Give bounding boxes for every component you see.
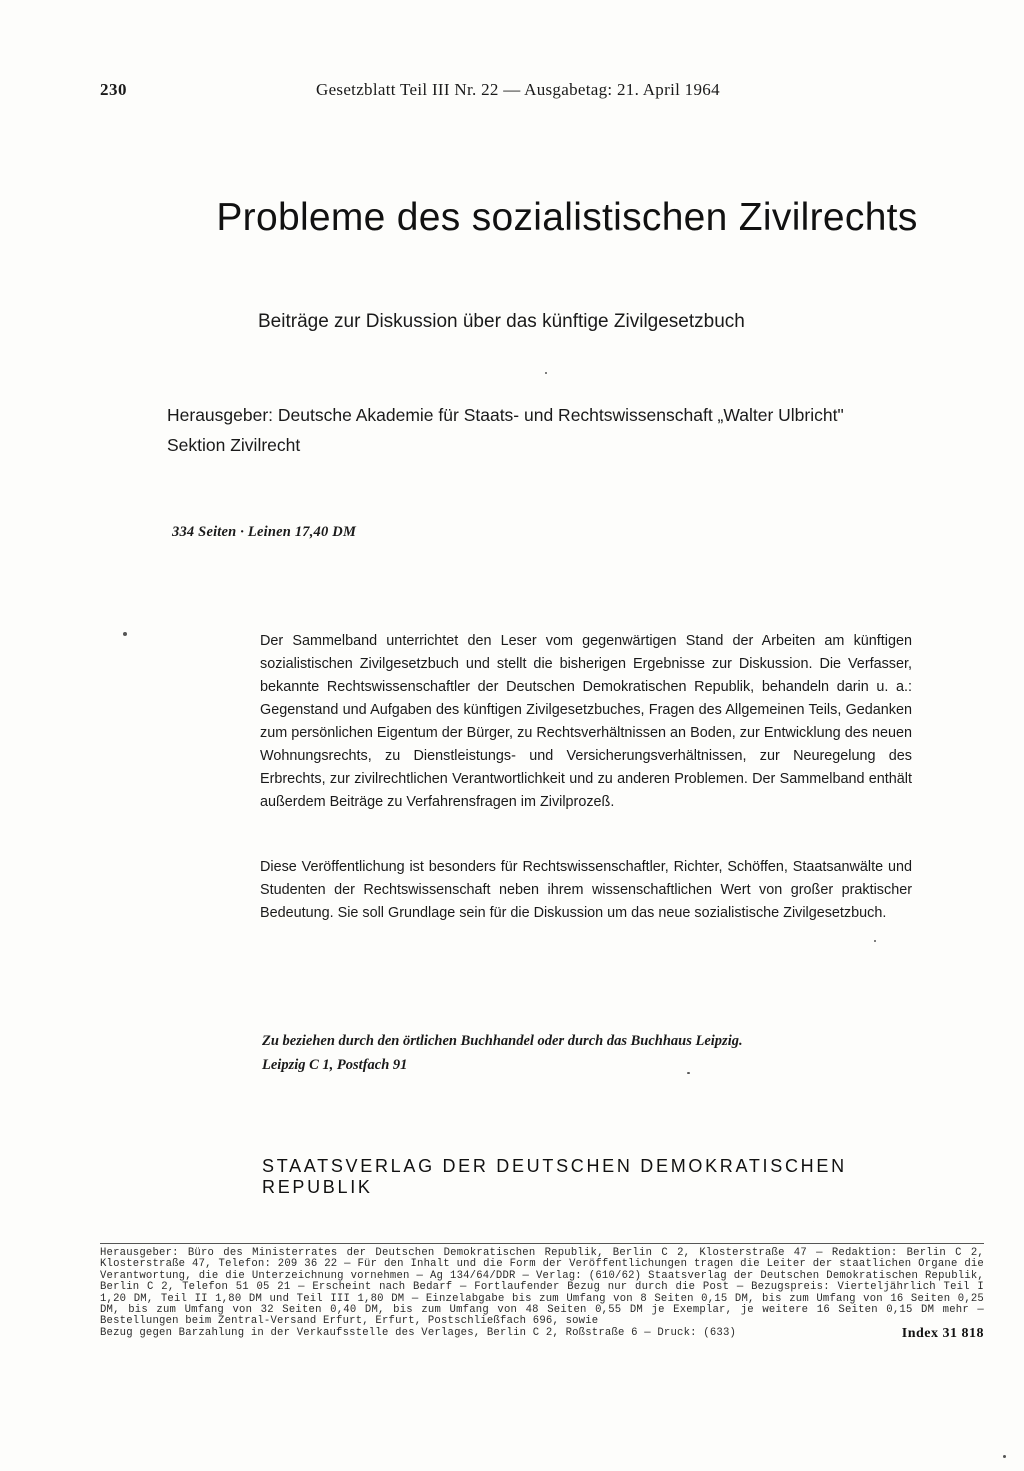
scan-speck xyxy=(123,632,127,636)
footer-last-line xyxy=(100,1325,984,1341)
imprint-name: STAATSVERLAG DER DEUTSCHEN DEMOKRATISCHEN REPUBLIK xyxy=(262,1156,847,1197)
scan-speck xyxy=(1003,1455,1006,1458)
publisher-line: Herausgeber: Deutsche Akademie für Staats- und Rechtswissenschaft „Walter Ulbricht" xyxy=(167,405,844,425)
running-header: Gesetzblatt Teil III Nr. 22 — Ausgabetag: 21. April 1964 xyxy=(316,80,720,99)
book-title: Probleme des sozialistischen Zivilrechts xyxy=(216,196,918,239)
price-info: 334 Seiten · Leinen 17,40 DM xyxy=(172,524,357,540)
footer-imprint xyxy=(100,1248,984,1339)
footer-rule xyxy=(100,1243,984,1244)
index-label: Index 31 818 xyxy=(901,1325,984,1341)
publisher-section: Sektion Zivilrecht xyxy=(167,435,301,455)
order-address: Leipzig C 1, Postfach 91 xyxy=(262,1057,408,1073)
scan-speck xyxy=(545,372,547,374)
page-number: 230 xyxy=(100,80,127,99)
scan-speck xyxy=(874,940,876,942)
footer-last-text: Bezug gegen Barzahlung in der Verkaufsstelle des Verlages, Berlin C 2, Roßstraße 6 — Druck: (633) xyxy=(100,1326,737,1339)
footer-body: Herausgeber: Büro des Ministerrates der Deutschen Demokratischen Republik, Berlin C 2, Klosterstraße 47 — Redaktion: Berlin C 2, Klosterstraße 47, Telefon: 209 36 22 — Für den Inhalt und die Form der Veröffentlichungen tragen die Leiter der staatlichen Organe die Verantwortung, die die Unterzeichnung vornehmen — Ag 134/64/DDR — Verlag: (610/62) Staatsverlag der Deutschen Demokratischen Republik, Berlin C 2, Telefon 51 05 21 — Erscheint nach Bedarf — Fortlaufender Bezug nur durch die Post — Bezugspreis: Vierteljährlich Teil I 1,20 DM, Teil II 1,80 DM und Teil III 1,80 DM — Einzelabgabe bis zum Umfang von 8 Seiten 0,15 DM, bis zum Umfang von 16 Seiten 0,25 DM, bis zum Umfang von 32 Seiten 0,40 DM, bis zum Umfang von 48 Seiten 0,55 DM je Exemplar, je weitere 16 Seiten 0,15 DM mehr — Bestellungen beim Zentral-Versand Erfurt, Erfurt, Postschließfach 696, sowie xyxy=(100,1247,984,1328)
description-paragraph: Diese Veröffentlichung ist besonders für Rechtswissenschaftler, Richter, Schöffen, Staatsanwälte und Studenten der Rechtswissenschaft neben ihrem wissenschaftlichen Wert von großer praktischer Bedeutung. Sie soll Grundlage sein für die Diskussion um das neue sozialistische Zivilgesetzbuch. xyxy=(260,859,912,921)
order-info: Zu beziehen durch den örtlichen Buchhandel oder durch das Buchhaus Leipzig. xyxy=(262,1033,743,1049)
book-subtitle: Beiträge zur Diskussion über das künftige Zivilgesetzbuch xyxy=(258,311,745,332)
description-paragraph: Der Sammelband unterrichtet den Leser vom gegenwärtigen Stand der Arbeiten am künftigen sozialistischen Zivilgesetzbuch und stellt die bisherigen Ergebnisse zur Diskussion. Die Verfasser, bekannte Rechtswissenschaftler der Deutschen Demokratischen Republik, behandeln darin u. a.: Gegenstand und Aufgaben des künftigen Zivilgesetzbuches, Fragen des Allgemeinen Teils, Gedanken zum persönlichen Eigentum der Bürger, zu Rechtsverhältnissen an Boden, zur Entwicklung des neuen Wohnungsrechts, zu Dienstleistungs- und Versicherungsverhältnissen, zur Neuregelung des Erbrechts, zur zivilrechtlichen Verantwortlichkeit und zu anderen Problemen. Der Sammelband enthält außerdem Beiträge zu Verfahrensfragen im Zivilprozeß. xyxy=(260,633,912,810)
scan-speck xyxy=(687,1072,690,1074)
